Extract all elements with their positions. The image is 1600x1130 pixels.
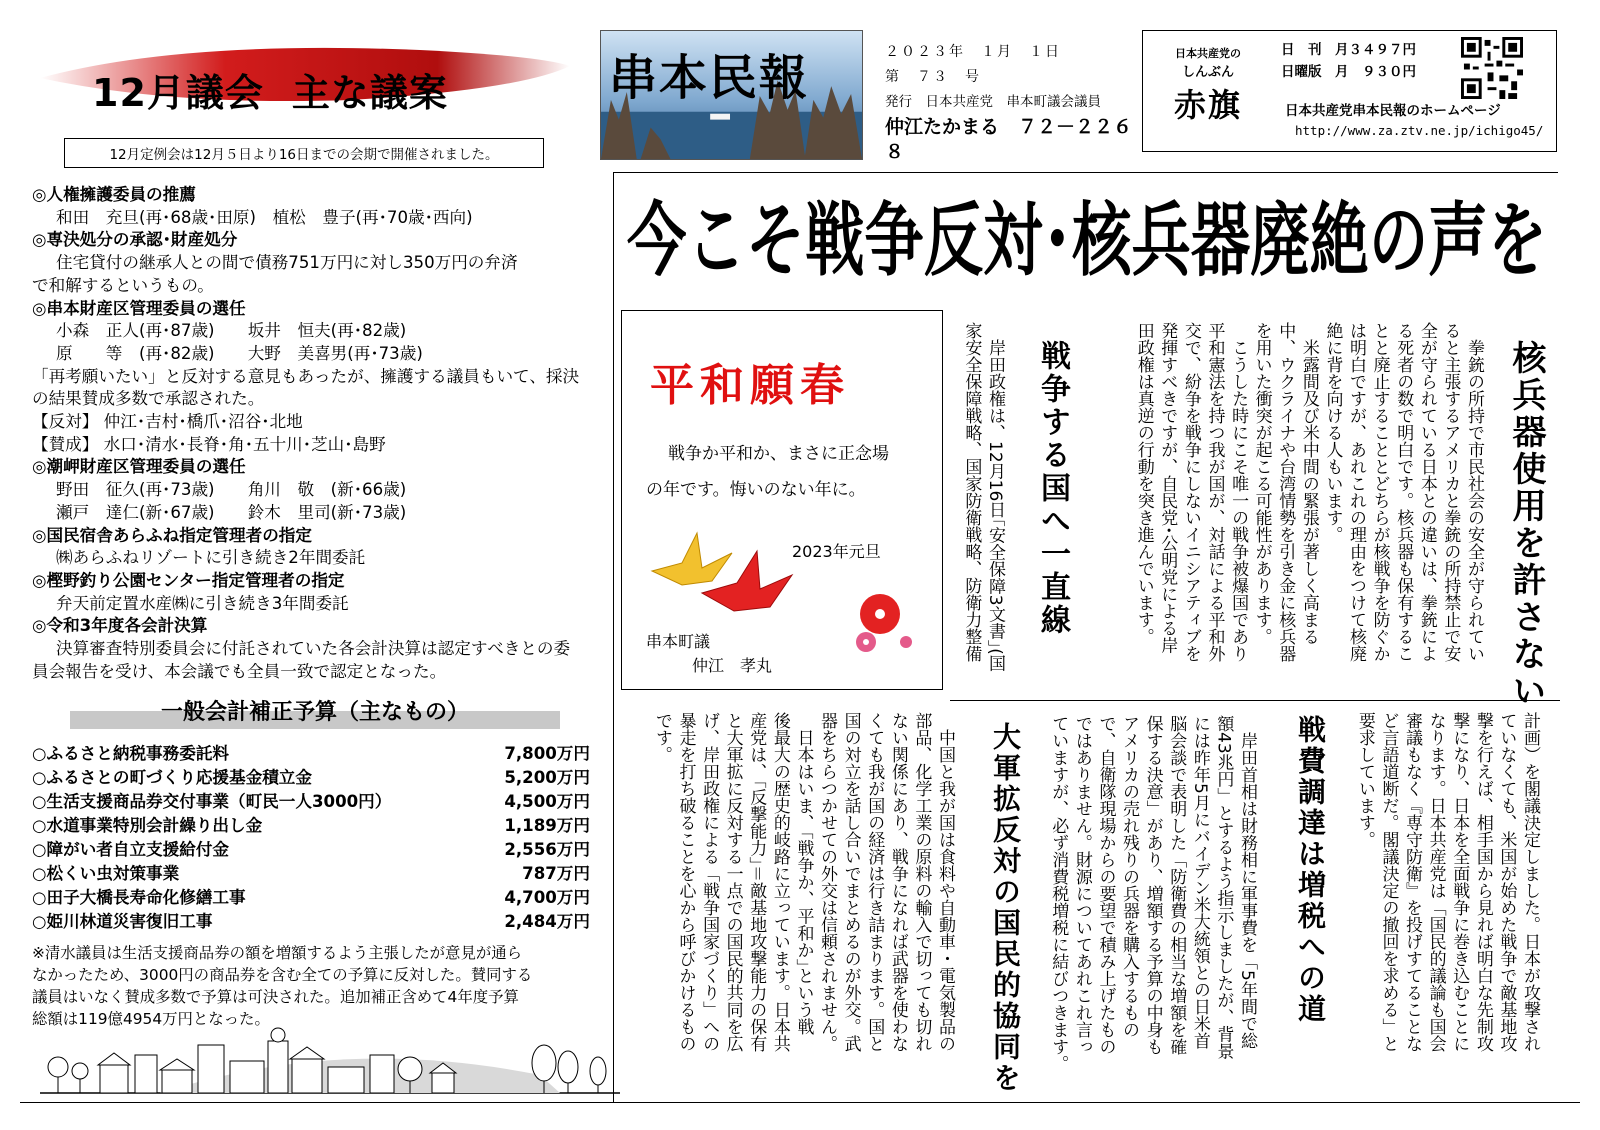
agenda-text: 決算審査特別委員会に付託されていた各会計決算は認定すべきとの委 (56, 639, 571, 659)
article-line: こうした時にこそ唯一の戦争被爆国であり (1228, 322, 1249, 662)
note-line: なかったため、3000円の商品券を含む全ての予算に反対した。賛同する (32, 966, 533, 984)
budget-item: ○水道事業特別会計繰り出し金 (32, 816, 263, 835)
budget-row (32, 766, 590, 790)
article-line: 要求しています。 (1354, 712, 1375, 848)
article-line: 全が守られている日本との違いは、拳銃によ (1416, 322, 1437, 662)
article-line: ていなくても、米国が始めた戦争で敵基地攻 (1496, 712, 1517, 1052)
section-banner (20, 26, 575, 115)
agenda-heading: ◎令和3年度各会計決算 (32, 616, 208, 636)
budget-amount: 7,800万円 (504, 744, 590, 763)
article-line: ない関係にあり、戦争になれば武器を使わな (887, 712, 908, 1052)
article-line: 交で、紛争を戦争にしないイニシアティブを (1180, 322, 1201, 662)
article-line: 岸田首相は財務相に軍事費を「5年間で総 (1237, 715, 1257, 1049)
budget-item: ○田子大橋長寿命化修繕工事 (32, 888, 246, 907)
budget-item: ○ふるさと納税事務委託料 (32, 744, 230, 763)
article-line: アメリカの売れ残りの兵器を購入するもの (1119, 715, 1140, 1038)
agenda-text: 員会報告を受け、本会議でも全員一致で認定となった。 (32, 661, 447, 681)
article-line: る死者の数で明白です。核兵器も保有するこ (1393, 322, 1414, 662)
subscription-prices: 日 刊 月３４９７円 日曜版 月 ９３０円 (1281, 42, 1416, 80)
article-line: 中国と我が国は食料や自動車・電気製品の (935, 712, 955, 1052)
article-line: 発揮すべきですが、自民党･公明党による岸 (1157, 322, 1178, 654)
agenda-item: 瀬戸 達仁(新･67歳) 鈴木 里司(新･73歳) (56, 502, 407, 522)
article-line: 絶に背を向ける人もいます。 (1322, 322, 1343, 543)
budget-item: ○ふるさとの町づくり応援基金積立金 (32, 768, 312, 787)
budget-amount: 5,200万円 (504, 768, 590, 787)
town-illustration (40, 1015, 620, 1095)
article-line: 家安全保障戦略、国家防衛戦略、防衛力整備 (961, 322, 982, 662)
article-line: ると主張するアメリカと拳銃の所持禁止で安 (1440, 322, 1461, 662)
article-line: は明白ですが、あれこれの理由をつけて核廃 (1346, 322, 1367, 662)
article-line: です。 (651, 712, 672, 763)
note-line: ※清水議員は生活支援商品券の額を増額するよう主張したが意見が通ら (32, 944, 523, 962)
article-heading-3: 戦費調達は増税への道 (1294, 715, 1327, 1025)
article-line: とと廃止することとどちらが核戦争を防ぐか (1369, 322, 1390, 662)
agenda-heading: ◎樫野釣り公園センター指定管理者の指定 (32, 570, 345, 590)
article-paragraph-2 (956, 322, 1006, 692)
agenda-item: 野田 征久(再･73歳) 角川 敬 (新･66歳) (56, 480, 407, 500)
agenda-text: 「再考願いたい」と反対する意見もあったが、擁護する議員もいて、採決 (32, 366, 580, 386)
agenda-heading: ◎国民宿舎あらふね指定管理者の指定 (32, 525, 312, 545)
agenda-heading: ◎串本財産区管理委員の選任 (32, 298, 246, 318)
article-line: 産党は、｢反撃能力｣＝敵基地攻撃能力の保有 (746, 712, 767, 1052)
article-paragraph-4 (1042, 715, 1258, 1095)
article-line: くても我が国の経済は行き詰まります。国と (864, 712, 885, 1052)
article-line: には昨年5月にバイデン米大統領との日米首 (1189, 715, 1210, 1049)
issue-number: 第 ７３ 号 (885, 69, 981, 85)
publisher: 発行 日本共産党 串本町議会議員 (885, 94, 1101, 110)
article-mid-rule (950, 700, 1560, 701)
article-line: 米露間及び米中間の緊張が著しく高まる (1298, 322, 1319, 645)
new-year-greeting (621, 310, 943, 690)
publication-info (885, 40, 1135, 165)
article-line: 田政権は真逆の行動を突き進んでいます。 (1133, 322, 1154, 645)
article-line: と大軍拡に反対する一点での国民的共同を広 (722, 712, 743, 1052)
greeting-year: 2023年元旦 (792, 542, 881, 561)
agenda-heading: ◎潮岬財産区管理委員の選任 (32, 457, 246, 477)
budget-row (32, 814, 590, 838)
article-line: 中、ウクライナや台湾情勢を引き金に核兵器 (1275, 322, 1296, 662)
budget-title: 一般会計補正予算（主なもの） (70, 699, 560, 729)
article-line: ていますが、必ず消費税増税に結びつきます。 (1048, 715, 1069, 1072)
article-line: で、自衛隊現場からの要望で積み上げたもの (1095, 715, 1116, 1055)
greeting-title: 平和願春 (650, 360, 850, 411)
budget-item: ○障がい者自立支援給付金 (32, 840, 230, 859)
note-line: 議員はいなく賛成多数で予算は可決された。追加補正含めて4年度予算 (32, 988, 519, 1006)
article-line: ど言語道断だ。閣議決定の撤回を求める」と (1378, 712, 1399, 1052)
akahata-box (1142, 30, 1557, 152)
article-heading-1: 核兵器使用を許さない (1506, 340, 1546, 710)
agenda-heading: ◎専決処分の承認･財産処分 (32, 230, 238, 250)
homepage-label: 日本共産党串本民報のホームページ (1285, 103, 1501, 119)
qr-code-icon[interactable] (1461, 37, 1523, 99)
paper-title: 串本民報 (609, 50, 810, 106)
budget-amount: 787万円 (522, 864, 590, 883)
budget-amount: 1,189万円 (504, 816, 590, 835)
article-line: 部品、化学工業の原料の輸入で切っても切れ (911, 712, 932, 1052)
article-line: を用いた衝突が起こる可能性があります。 (1251, 322, 1272, 645)
article-line: 額43兆円」とするよう指示しましたが、背景 (1213, 715, 1234, 1060)
budget-amount: 2,556万円 (504, 840, 590, 859)
article-line: 後最大の歴史的岐路に立っています。日本共 (769, 712, 790, 1052)
agenda-text: の結果賛成多数で承認された。 (32, 389, 265, 409)
article-line: 拳銃の所持で市民社会の安全が守られてい (1464, 322, 1484, 662)
agenda-text: 【賛成】 水口･清水･長脊･角･五十川･芝山･島野 (32, 434, 386, 454)
budget-row (32, 910, 590, 934)
article-line: 暴走を打ち破ることを心から呼びかけるもの (675, 712, 696, 1052)
column-divider (613, 172, 614, 1102)
bottom-rule (20, 1102, 1580, 1103)
agenda-item: 小森 正人(再･87歳) 坂井 恒夫(再･82歳) (56, 321, 407, 341)
main-headline (612, 176, 1562, 296)
budget-amount: 4,500万円 (504, 792, 590, 811)
article-line: 保する決意」があり、増額する予算の中身も (1142, 715, 1163, 1055)
article-heading-2: 戦争する国へ一直線 (1035, 340, 1070, 637)
publisher-contact: 仲江たかまる ７２－２２６８ (885, 116, 1133, 163)
budget-amount: 4,700万円 (504, 888, 590, 907)
masthead-logo (600, 30, 863, 160)
article-line: 計画）を閣議決定しました。日本が攻撃され (1520, 712, 1540, 1052)
article-line: ではありません。財源についてあれこれ言っ (1071, 715, 1092, 1055)
budget-item: ○松くい虫対策事業 (32, 864, 180, 883)
article-line: 器をちらつかせての外交は信頼されません。 (817, 712, 838, 1052)
issue-date: ２０２３年 １月 １日 (885, 44, 1061, 60)
signature-title: 串本町議 (646, 632, 711, 651)
budget-row (32, 742, 590, 766)
agenda-text: 【反対】 仲江･吉村･橋爪･沼谷･北地 (32, 412, 303, 432)
article-line: 岸田政権は、12月16日｢安全保障3文書｣(国 (985, 322, 1005, 672)
session-note: 12月定例会は12月５日より16日までの会期で開催されました。 (64, 138, 544, 168)
homepage-url[interactable]: http://www.za.ztv.ne.jp/ichigo45/ (1295, 123, 1544, 138)
agenda-item: ㈱あらふねリゾートに引き続き2年間委託 (56, 548, 366, 568)
budget-item: ○生活支援商品券交付事業（町民一人3000円） (32, 792, 392, 811)
agenda-list (32, 184, 597, 683)
akahata-logo: 日本共産党の しんぶん 赤旗 (1173, 47, 1242, 124)
article-paragraph-5 (626, 712, 956, 1092)
plum-blossom-icon (832, 586, 932, 656)
signature-name: 仲江 孝丸 (692, 656, 773, 675)
agenda-heading: ◎人権擁護委員の推薦 (32, 185, 196, 204)
budget-row (32, 886, 590, 910)
budget-table (32, 742, 590, 934)
greeting-message: 戦争か平和か、まさに正念場 の年です。悔いのない年に。 (646, 444, 889, 500)
article-line: 国の対立を話し合いでまとめるのが外交。武 (840, 712, 861, 1052)
banner-title: 12月議会 主な議案 (92, 71, 448, 115)
budget-amount: 2,484万円 (504, 912, 590, 931)
article-line: 撃を行えば、相手国から見れば明白な先制攻 (1472, 712, 1493, 1052)
note-line: 総額は119億4954万円となった。 (32, 1010, 270, 1028)
budget-row (32, 790, 590, 814)
svg-text:今こそ戦争反対･核兵器廃絶の声を: 今こそ戦争反対･核兵器廃絶の声を (627, 194, 1547, 287)
article-line: 日本はいま、｢戦争か、平和か｣という戦 (793, 712, 814, 1035)
article-line: 平和憲法を持つ我が国が、対話による平和外 (1204, 322, 1225, 662)
headline-rule (613, 172, 1558, 173)
article-line: げ、岸田政権による「戦争国家づくり」への (699, 712, 720, 1052)
article-paragraph-1 (1130, 322, 1485, 692)
article-paragraph-3 (1346, 712, 1541, 1092)
agenda-item: 弁天前定置水産㈱に引き続き3年間委託 (56, 593, 349, 613)
agenda-item: 原 等 (再･82歳) 大野 美喜男(再･73歳) (56, 343, 423, 363)
article-line: なります。日本共産党は「国民的議論も国会 (1425, 712, 1446, 1052)
agenda-item: 和田 充旦(再･68歳･田原) 植松 豊子(再･70歳･西向) (56, 207, 473, 227)
agenda-text: で和解するというもの。 (32, 275, 214, 295)
budget-item: ○姫川林道災害復旧工事 (32, 912, 213, 931)
agenda-text: 住宅貸付の継承人との間で債務751万円に対し350万円の弁済 (56, 253, 518, 273)
budget-row (32, 838, 590, 862)
article-line: 脳会談で表明した「防衛費の相当な増額を確 (1166, 715, 1187, 1055)
article-line: 撃になり、日本を全面戦争に巻き込むことに (1449, 712, 1470, 1052)
budget-row (32, 862, 590, 886)
article-line: 審議もなく『専守防衛』を投げすてることな (1402, 712, 1423, 1052)
article-heading-4: 大軍拡反対の国民的協同を (989, 722, 1022, 1094)
